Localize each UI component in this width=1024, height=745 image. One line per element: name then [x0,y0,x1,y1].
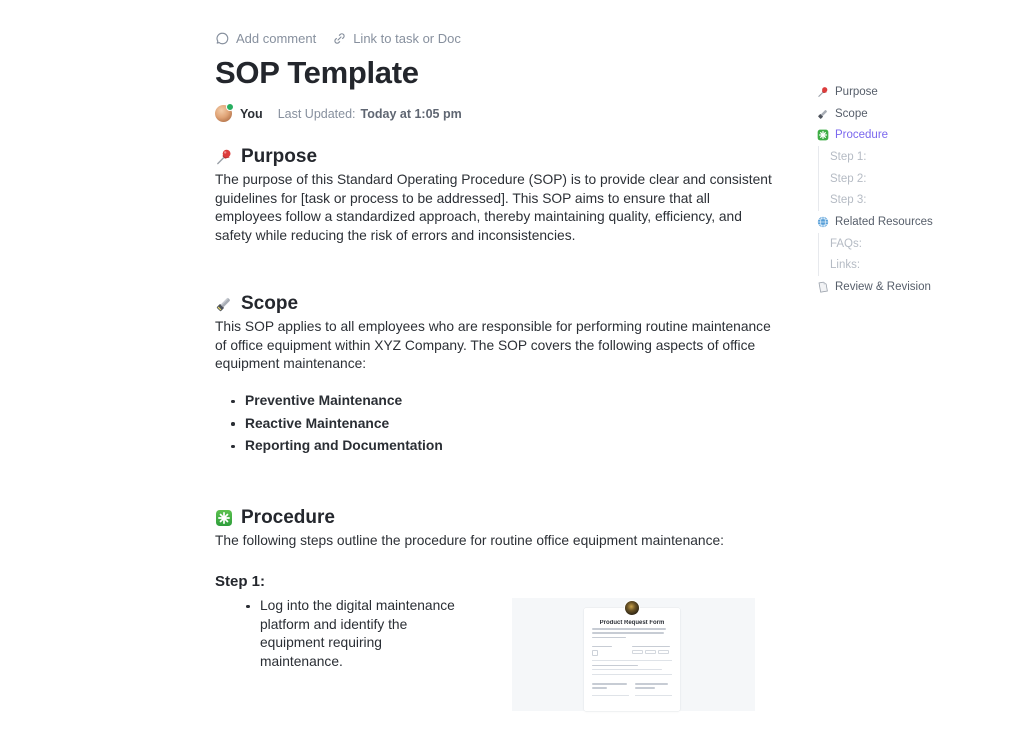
outline-item-review-revision[interactable]: Review & Revision [817,276,1007,298]
asterisk-icon [215,509,233,527]
procedure-body[interactable]: The following steps outline the procedure for routine office equipment maintenance: [215,533,725,548]
step1-heading[interactable]: Step 1: [215,573,266,590]
doc-title[interactable]: SOP Template [215,55,419,90]
outline-item-step1[interactable]: Step 1: [818,146,1007,168]
doc-meta [215,105,462,122]
procedure-heading[interactable] [215,507,335,529]
flashlight-icon [817,108,829,120]
form-card [584,608,680,711]
globe-icon [817,216,829,228]
scope-bullet-list [229,390,443,458]
outline-item-faqs[interactable]: FAQs: [818,233,1007,255]
form-text-line [592,632,664,634]
procedure-heading-text: Procedure [241,507,335,528]
outline-item-scope[interactable]: Scope [817,103,1007,125]
avatar[interactable] [215,105,232,122]
last-updated-label: Last Updated: [277,106,356,121]
doc-toolbar [215,31,461,46]
list-item[interactable]: Reporting and Documentation [229,435,443,458]
list-item[interactable]: Log into the digital maintenance platform and identify the equipment requiring maintenance. [244,597,466,671]
add-comment-button[interactable] [215,31,316,46]
outline-item-step3[interactable]: Step 3: [818,189,1007,211]
list-item[interactable]: Reactive Maintenance [229,413,443,436]
outline-item-links[interactable]: Links: [818,255,1007,277]
form-text-line [592,628,666,630]
form-options [632,650,672,654]
page-icon [817,281,829,293]
pushpin-icon [215,148,233,166]
outline-item-purpose[interactable]: Purpose [817,81,1007,103]
pushpin-icon [817,86,829,98]
scope-heading[interactable] [215,293,298,315]
outline-item-related-resources[interactable]: Related Resources [817,211,1007,233]
form-logo [625,601,639,615]
form-title: Product Request Form [599,620,665,626]
list-item[interactable]: Preventive Maintenance [229,390,443,413]
form-text-line [592,637,626,639]
doc-outline [817,81,1007,298]
purpose-body[interactable]: The purpose of this Standard Operating Procedure (SOP) is to provide clear and consistent guidelines for [task or process to be addressed]. This SOP aims to ensure that all employees follow a standardized approach, thereby maintaining quality, efficiency, and safety while reducing the risk of errors and inconsistencies. [215,172,772,243]
link-to-task-button[interactable] [332,31,461,46]
outline-item-step2[interactable]: Step 2: [818,168,1007,190]
scope-body[interactable]: This SOP applies to all employees who are responsible for performing routine maintenance of office equipment within XYZ Company. The SOP covers the following aspects of office equipment maintenance: [215,319,771,372]
add-comment-label: Add comment [236,31,317,46]
step1-bullet-list [244,597,466,671]
author-name: You [240,106,263,121]
outline-item-procedure[interactable]: Procedure [817,124,1007,146]
last-updated-value: Today at 1:05 pm [360,106,462,121]
asterisk-icon [817,129,829,141]
embedded-form-image[interactable] [512,598,755,711]
flashlight-icon [215,295,233,313]
link-icon [332,31,347,46]
purpose-heading-text: Purpose [241,146,318,167]
purpose-heading[interactable] [215,146,317,168]
scope-heading-text: Scope [241,293,299,314]
link-to-task-label: Link to task or Doc [353,31,461,46]
comment-icon [215,31,230,46]
form-checkbox [592,650,598,656]
